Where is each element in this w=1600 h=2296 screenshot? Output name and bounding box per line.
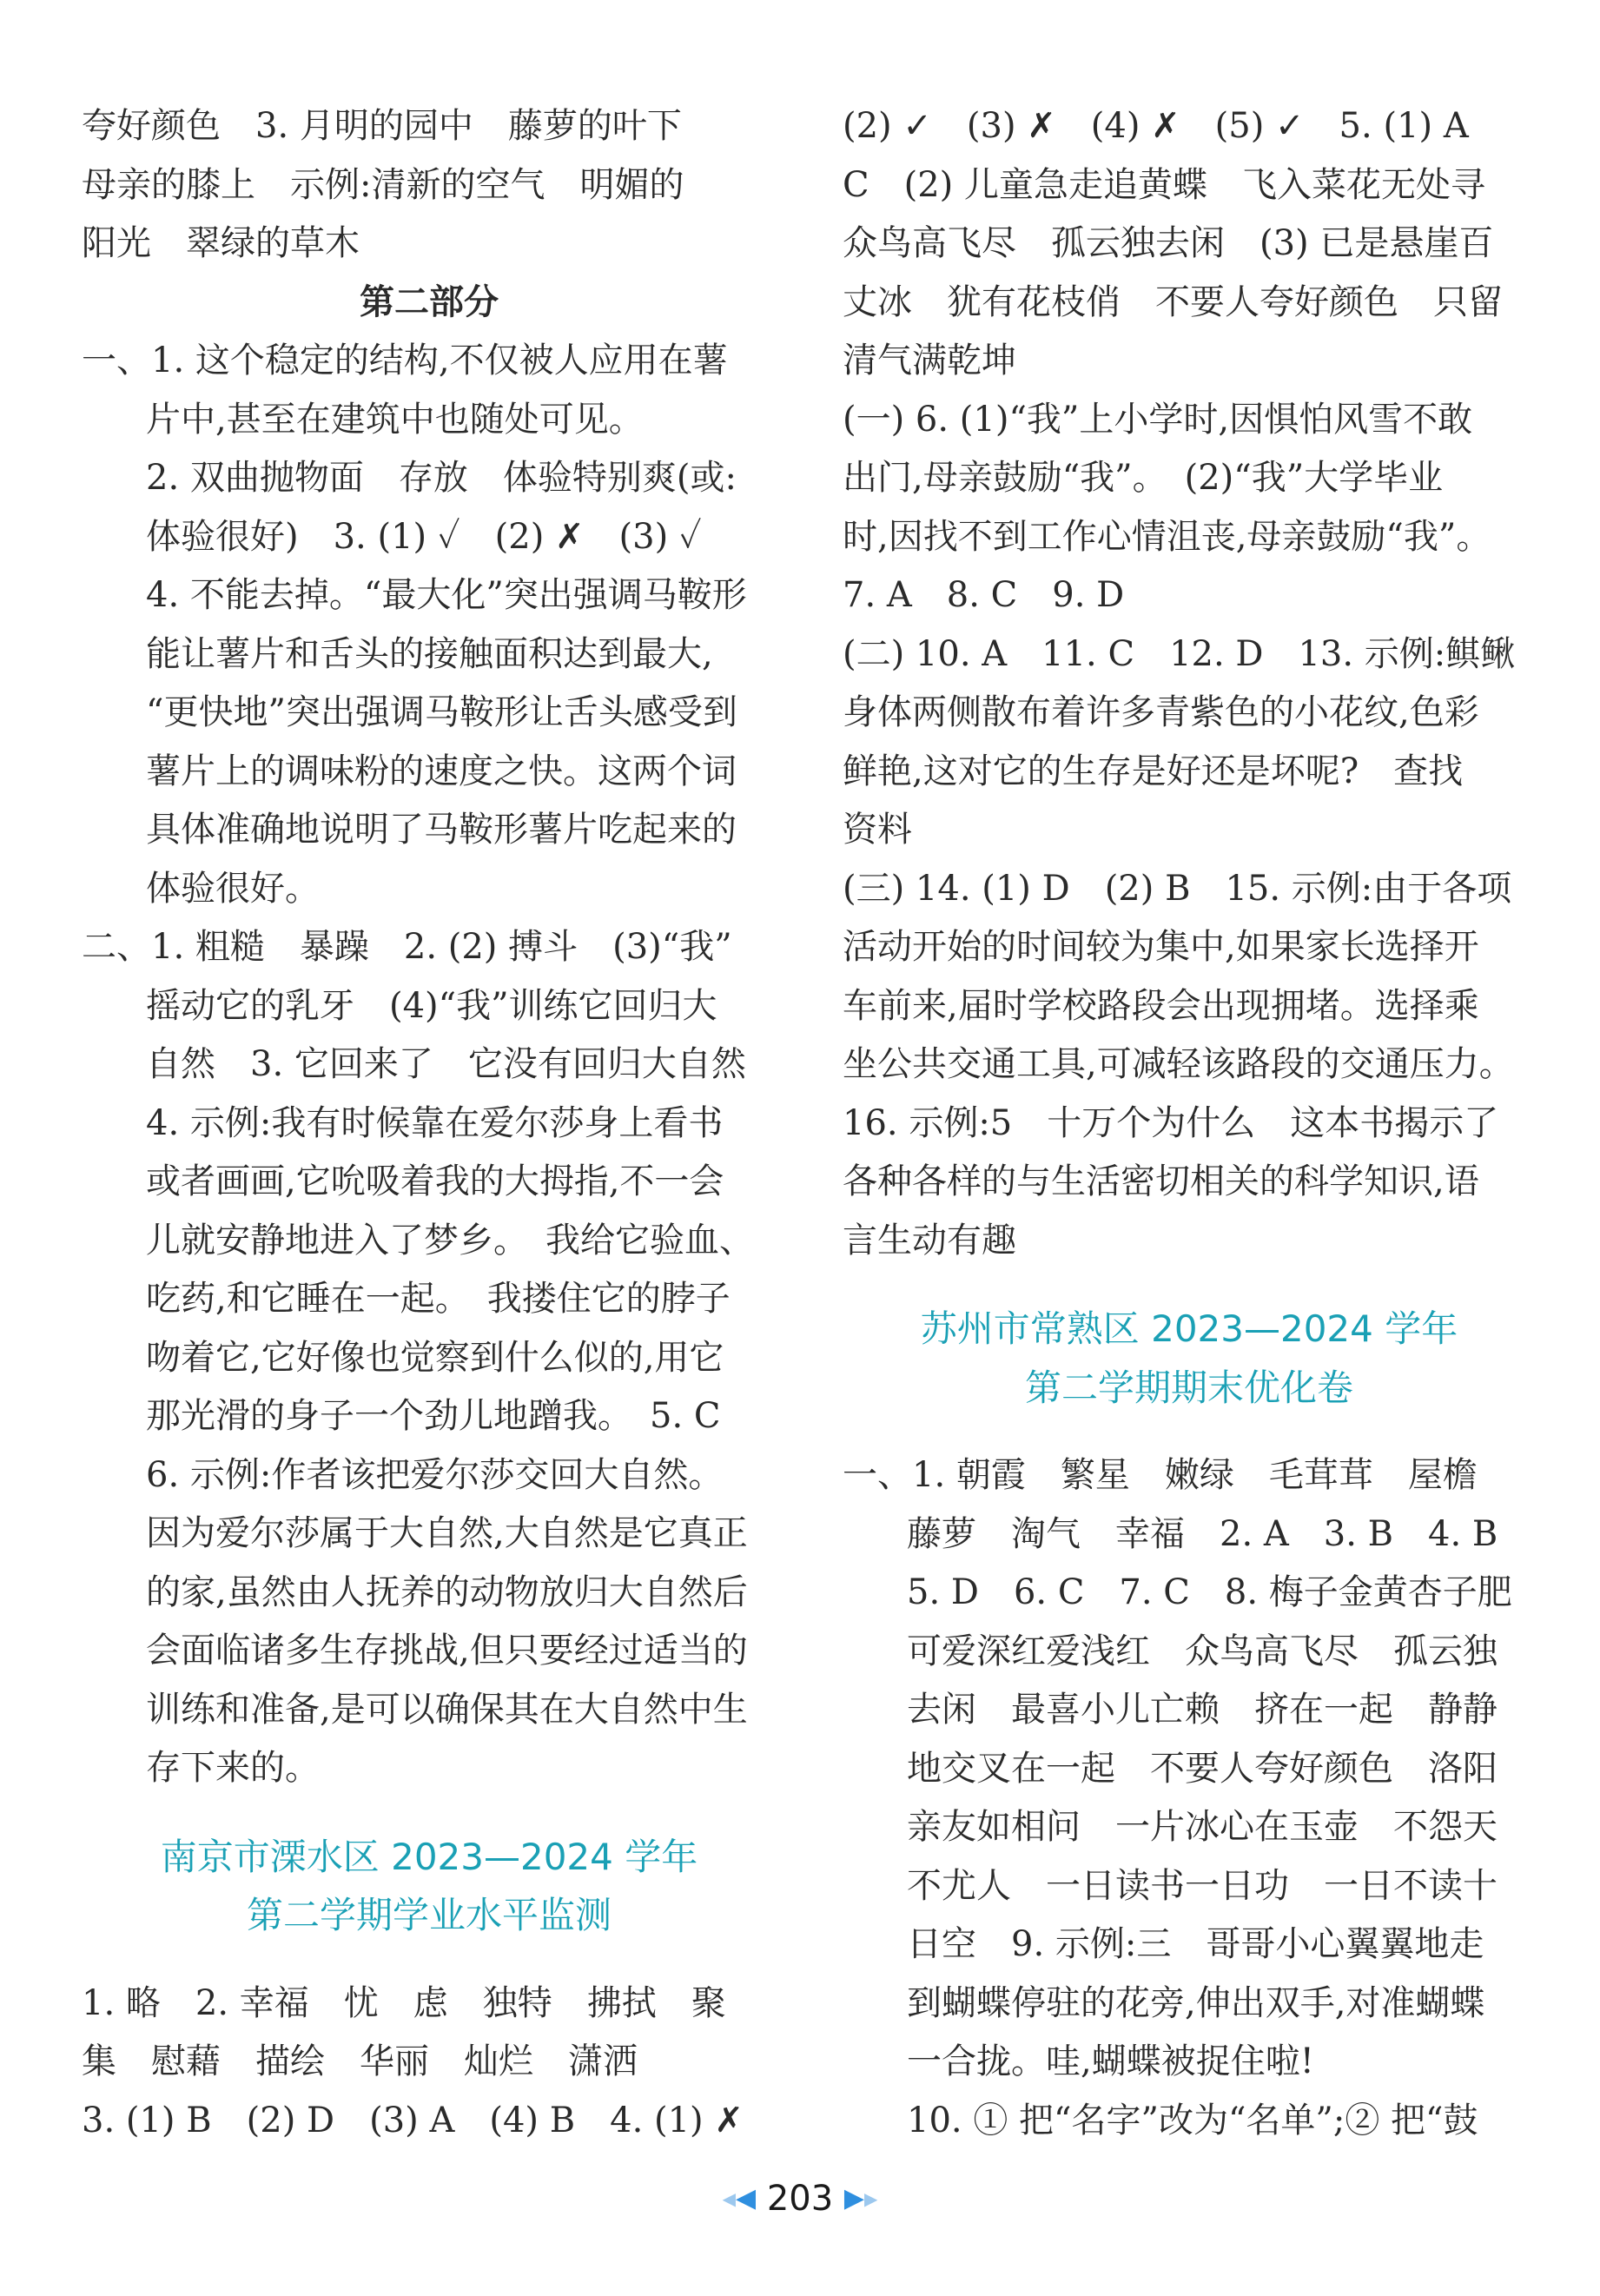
answer-line: 会面临诸多生存挑战,但只要经过适当的 bbox=[146, 1631, 748, 1671]
answer-column-right bbox=[843, 97, 1536, 2150]
answer-line: 体验很好) 3. (1) ✓ (2) ✗ (3) ✓ bbox=[146, 516, 702, 557]
answer-line: 身体两侧散布着许多青紫色的小花纹,色彩 bbox=[843, 692, 1479, 732]
answer-line: 日空 9. 示例:三 哥哥小心翼翼地走 bbox=[907, 1924, 1484, 1964]
answer-line: 言生动有趣 bbox=[843, 1220, 1016, 1260]
prev-light-arrow-icon: ◀ bbox=[722, 2188, 737, 2209]
answer-line: 体验很好。 bbox=[146, 868, 320, 909]
answer-line: (二) 10. A 11. C 12. D 13. 示例:鲯鳅 bbox=[843, 633, 1516, 674]
answer-line: 或者画画,它吮吸着我的大拇指,不一会 bbox=[146, 1161, 724, 1201]
answer-line: 10. ① 把“名字”改为“名单”;② 把“鼓 bbox=[907, 2100, 1478, 2141]
answer-line: 去闲 最喜小儿亡赖 挤在一起 静静 bbox=[907, 1690, 1498, 1730]
answer-line: 资料 bbox=[843, 810, 912, 850]
answer-line: 一合拢。哇,蝴蝶被捉住啦! bbox=[907, 2041, 1314, 2081]
section-heading: 第二部分 bbox=[360, 281, 499, 322]
answer-line: 到蝴蝶停驻的花旁,伸出双手,对准蝴蝶 bbox=[907, 1982, 1485, 2023]
answer-line: 集 慰藉 描绘 华丽 灿烂 潇洒 bbox=[82, 2041, 638, 2081]
section-gap bbox=[82, 1798, 777, 1828]
answer-column-left bbox=[82, 97, 777, 2150]
answer-line: 那光滑的身子一个劲儿地蹭我。 5. C bbox=[146, 1396, 721, 1436]
answer-line: 一、1. 朝霞 繁星 嫩绿 毛茸茸 屋檐 bbox=[843, 1455, 1478, 1495]
answer-line: 自然 3. 它回来了 它没有回归大自然 bbox=[146, 1044, 746, 1084]
answer-line: 6. 示例:作者该把爱尔莎交回大自然。 bbox=[146, 1454, 724, 1495]
answer-line: 藤萝 淘气 幸福 2. A 3. B 4. B bbox=[907, 1513, 1498, 1554]
answer-line: 时,因找不到工作心情沮丧,母亲鼓励“我”。 bbox=[843, 516, 1491, 557]
answer-line: 鲜艳,这对它的生存是好还是坏呢? 查找 bbox=[843, 751, 1464, 791]
answer-line: 丈冰 犹有花枝俏 不要人夸好颜色 只留 bbox=[843, 281, 1503, 322]
page-footer bbox=[0, 2179, 1600, 2219]
answer-line: 母亲的膝上 示例:清新的空气 明媚的 bbox=[82, 164, 684, 205]
answer-line: 儿就安静地进入了梦乡。 我给它验血、 bbox=[146, 1220, 754, 1260]
answer-line: (一) 6. (1)“我”上小学时,因惧怕风雪不敢 bbox=[843, 399, 1473, 440]
answer-line: “更快地”突出强调马鞍形让舌头感受到 bbox=[146, 692, 737, 732]
answer-line: 亲友如相问 一片冰心在玉壶 不怨天 bbox=[907, 1807, 1498, 1847]
answer-line: 一、1. 这个稳定的结构,不仅被人应用在薯 bbox=[82, 341, 728, 380]
answer-line: 摇动它的乳牙 (4)“我”训练它回归大 bbox=[146, 985, 717, 1026]
section-heading: 南京市溧水区 2023—2024 学年 bbox=[160, 1835, 698, 1878]
section-gap bbox=[82, 1945, 777, 1975]
answer-line: 4. 不能去掉。“最大化”突出强调马鞍形 bbox=[146, 575, 747, 615]
answer-line: 16. 示例:5 十万个为什么 这本书揭示了 bbox=[843, 1102, 1499, 1143]
answer-line: (2) ✓ (3) ✗ (4) ✗ (5) ✓ 5. (1) A bbox=[843, 106, 1469, 146]
answer-line: 清气满乾坤 bbox=[843, 341, 1016, 380]
next-light-arrow-icon: ▶ bbox=[863, 2188, 878, 2209]
section-heading: 第二学期学业水平监测 bbox=[246, 1894, 612, 1936]
answer-line: 地交叉在一起 不要人夸好颜色 洛阳 bbox=[907, 1748, 1498, 1789]
answer-line: 片中,甚至在建筑中也随处可见。 bbox=[146, 399, 644, 440]
answer-line: 存下来的。 bbox=[146, 1748, 320, 1788]
answer-line: 夸好颜色 3. 月明的园中 藤萝的叶下 bbox=[82, 106, 682, 146]
answer-line: 吃药,和它睡在一起。 我搂住它的脖子 bbox=[146, 1279, 731, 1319]
answer-line: 二、1. 粗糙 暴躁 2. (2) 搏斗 (3)“我” bbox=[82, 927, 732, 967]
answer-line: 出门,母亲鼓励“我”。 (2)“我”大学毕业 bbox=[843, 458, 1444, 498]
answer-line: 活动开始的时间较为集中,如果家长选择开 bbox=[843, 927, 1479, 967]
section-gap bbox=[843, 1417, 1536, 1446]
answer-line: 因为爱尔莎属于大自然,大自然是它真正 bbox=[146, 1513, 748, 1553]
answer-line: 薯片上的调味粉的速度之快。这两个词 bbox=[146, 751, 737, 791]
answer-line: 吻着它,它好像也觉察到什么似的,用它 bbox=[146, 1337, 724, 1378]
answer-line: 车前来,届时学校路段会出现拥堵。选择乘 bbox=[843, 985, 1479, 1026]
answer-line: 不尤人 一日读书一日功 一日不读十 bbox=[907, 1865, 1498, 1906]
answer-line: 众鸟高飞尽 孤云独去闲 (3) 已是悬崖百 bbox=[843, 223, 1494, 263]
page-number: 203 bbox=[766, 2179, 834, 2219]
answer-line: 的家,虽然由人抚养的动物放归大自然后 bbox=[146, 1571, 748, 1612]
answer-line: 阳光 翠绿的草木 bbox=[82, 223, 360, 263]
prev-arrow-icon: ◀ bbox=[736, 2183, 757, 2213]
section-heading: 苏州市常熟区 2023—2024 学年 bbox=[920, 1307, 1458, 1350]
answer-line: 训练和准备,是可以确保其在大自然中生 bbox=[146, 1689, 748, 1730]
answer-line: 1. 略 2. 幸福 忧 虑 独特 拂拭 聚 bbox=[82, 1982, 726, 2023]
answer-line: 5. D 6. C 7. C 8. 梅子金黄杏子肥 bbox=[907, 1572, 1512, 1612]
answer-line: 7. A 8. C 9. D bbox=[843, 575, 1125, 615]
answer-line: (三) 14. (1) D (2) B 15. 示例:由于各项 bbox=[843, 868, 1512, 909]
answer-line: 4. 示例:我有时候靠在爱尔莎身上看书 bbox=[146, 1102, 724, 1143]
answer-line: 可爱深红爱浅红 众鸟高飞尽 孤云独 bbox=[907, 1631, 1498, 1671]
section-gap bbox=[843, 1270, 1536, 1300]
answer-line: 各种各样的与生活密切相关的科学知识,语 bbox=[843, 1161, 1479, 1201]
answer-line: 3. (1) B (2) D (3) A (4) B 4. (1) ✗ bbox=[82, 2100, 744, 2141]
answer-line: 2. 双曲抛物面 存放 体验特别爽(或: bbox=[146, 458, 737, 498]
answer-line: 坐公共交通工具,可减轻该路段的交通压力。 bbox=[843, 1044, 1514, 1084]
section-heading: 第二学期期末优化卷 bbox=[1024, 1366, 1353, 1409]
answer-line: 具体准确地说明了马鞍形薯片吃起来的 bbox=[146, 810, 737, 850]
answer-line: C (2) 儿童急走追黄蝶 飞入菜花无处寻 bbox=[843, 164, 1485, 205]
answer-line: 能让薯片和舌头的接触面积达到最大, bbox=[146, 633, 713, 674]
next-arrow-icon: ▶ bbox=[843, 2183, 864, 2213]
